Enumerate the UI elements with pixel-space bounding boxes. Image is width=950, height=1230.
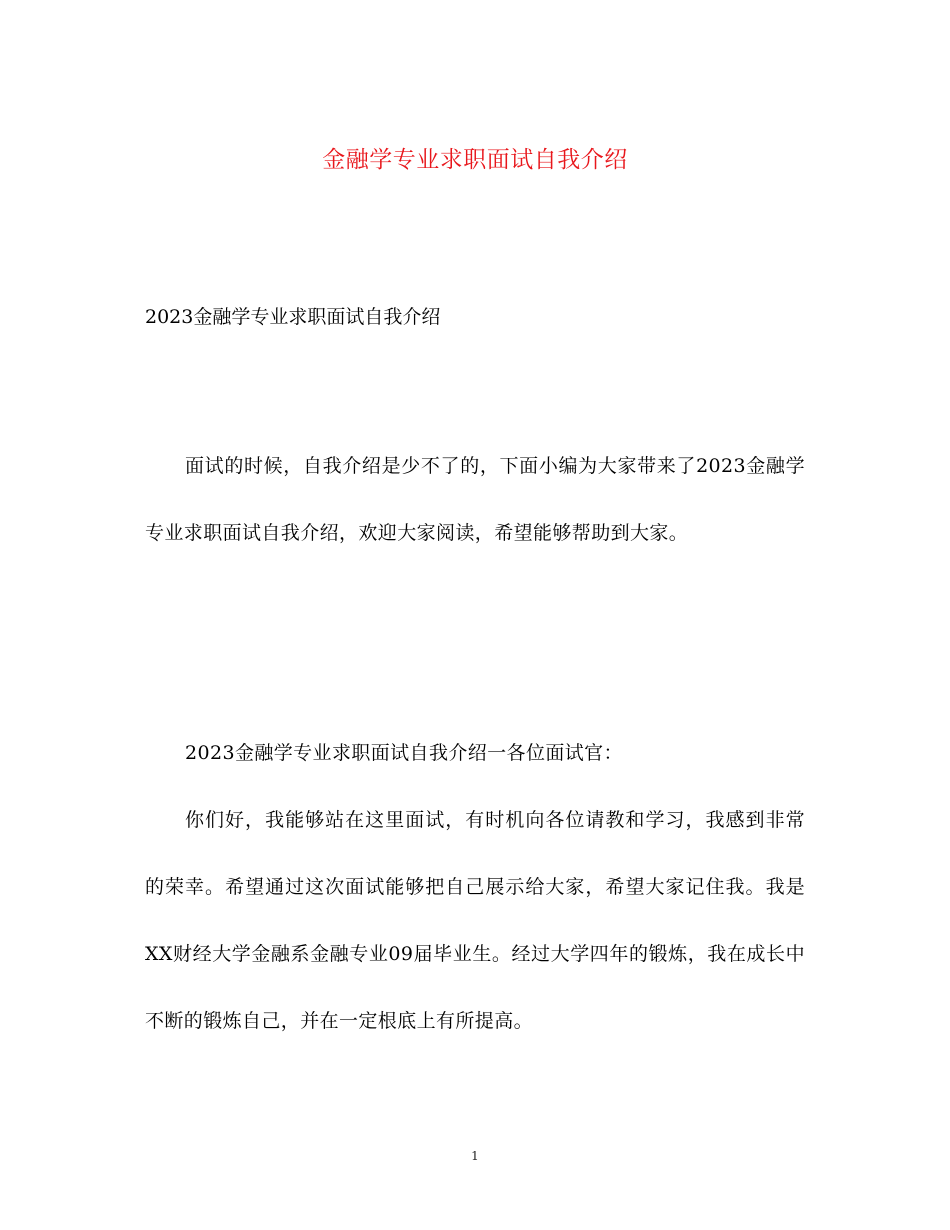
document-subtitle: 2023金融学专业求职面试自我介绍 <box>145 306 441 328</box>
page-number: 1 <box>471 1149 479 1163</box>
intro-paragraph: 面试的时候，自我介绍是少不了的，下面小编为大家带来了2023金融学专业求职面试自我介绍，欢迎大家阅读，希望能够帮助到大家。 <box>145 455 805 544</box>
document-title: 金融学专业求职面试自我介绍 <box>322 147 628 173</box>
body-paragraph: 你们好，我能够站在这里面试，有时机向各位请教和学习，我感到非常的荣幸。希望通过这次面试能够把自己展示给大家，希望大家记住我。我是XX财经大学金融系金融专业09届毕业生。经过大学四年的锻炼，我在成长中不断的锻炼自己，并在一定根底上有所提高。 <box>145 809 805 1032</box>
section-heading-paragraph: 2023金融学专业求职面试自我介绍一各位面试官： <box>185 742 623 764</box>
